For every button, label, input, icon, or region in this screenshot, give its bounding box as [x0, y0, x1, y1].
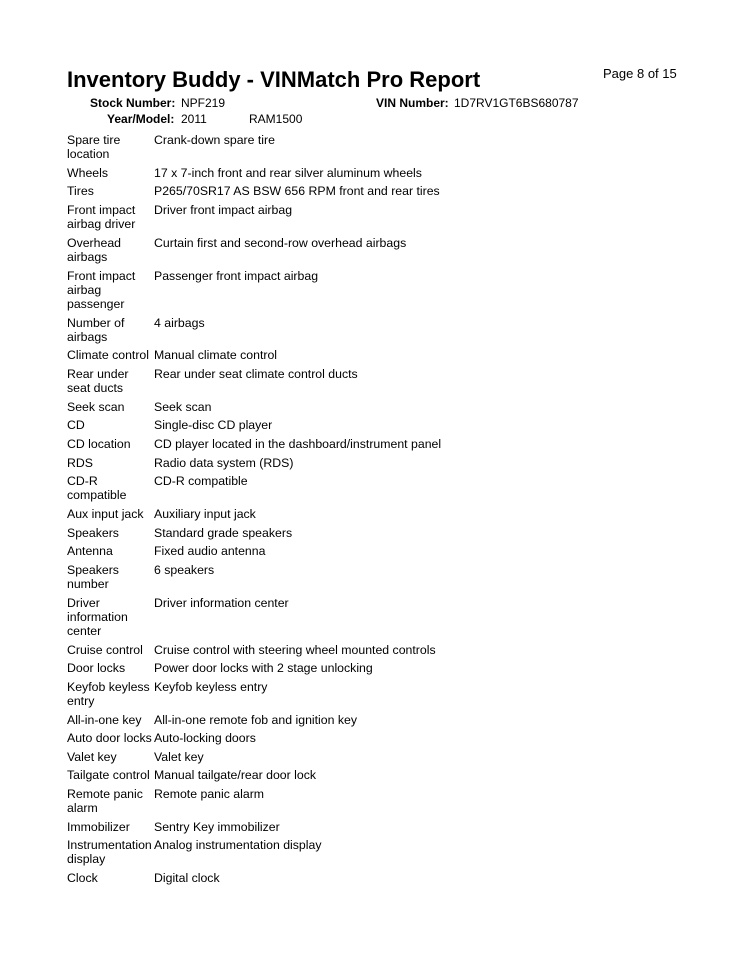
- spec-row: [67, 505, 587, 524]
- spec-row: [67, 314, 587, 347]
- spec-label: Wheels: [67, 165, 109, 180]
- spec-value: Auto-locking doors: [154, 731, 256, 746]
- stock-number-label: Stock Number:: [90, 96, 176, 110]
- spec-row: [67, 365, 587, 398]
- spec-label: Antenna: [67, 544, 113, 559]
- spec-value: Valet key: [154, 749, 204, 764]
- spec-row: [67, 836, 587, 869]
- spec-row: [67, 131, 587, 164]
- spec-row: [67, 435, 587, 454]
- spec-label: All-in-one key: [67, 712, 142, 727]
- spec-value: Single-disc CD player: [154, 418, 273, 433]
- spec-label: CD-R compatible: [67, 474, 127, 503]
- spec-label: Number of airbags: [67, 315, 125, 344]
- spec-label: Valet key: [67, 749, 117, 764]
- spec-label: Front impact airbag passenger: [67, 268, 136, 311]
- spec-label: Auto door locks: [67, 731, 152, 746]
- spec-row: [67, 561, 587, 594]
- spec-label: Aux input jack: [67, 506, 144, 521]
- spec-value: Driver front impact airbag: [154, 202, 293, 217]
- spec-value: Crank-down spare tire: [154, 133, 275, 147]
- spec-value: Manual tailgate/rear door lock: [154, 768, 316, 783]
- spec-label: Immobilizer: [67, 819, 130, 834]
- spec-value: CD-R compatible: [154, 474, 248, 489]
- spec-row: [67, 201, 587, 234]
- spec-value: Remote panic alarm: [154, 786, 265, 801]
- spec-value: Auxiliary input jack: [154, 506, 256, 521]
- spec-label: Rear under seat ducts: [67, 366, 129, 396]
- spec-label: Keyfob keyless entry: [67, 679, 150, 708]
- spec-row: [67, 641, 587, 660]
- spec-value: Rear under seat climate control ducts: [154, 366, 358, 381]
- spec-row: [67, 472, 587, 505]
- spec-row: [67, 766, 587, 785]
- spec-row: [67, 594, 587, 641]
- year-value: 2011: [181, 112, 207, 126]
- spec-row: [67, 869, 587, 888]
- spec-value: P265/70SR17 AS BSW 656 RPM front and rear tires: [154, 184, 440, 199]
- spec-row: [67, 164, 587, 183]
- spec-value: 6 speakers: [154, 562, 215, 577]
- spec-row: [67, 234, 587, 267]
- spec-value: Power door locks with 2 stage unlocking: [154, 661, 373, 676]
- spec-label: Cruise control: [67, 642, 143, 657]
- spec-label: Spare tire location: [67, 133, 121, 162]
- spec-value: Driver information center: [154, 595, 289, 610]
- spec-value: Curtain first and second-row overhead airbags: [154, 235, 407, 250]
- spec-row: [67, 818, 587, 837]
- spec-label: RDS: [67, 455, 93, 470]
- report-title: Inventory Buddy - VINMatch Pro Report: [67, 67, 481, 92]
- page-number: Page 8 of 15: [603, 66, 677, 81]
- spec-label: Instrumentation display: [67, 838, 152, 867]
- year-model-label: Year/Model:: [107, 112, 175, 126]
- spec-label: Overhead airbags: [67, 235, 122, 264]
- spec-label: Tires: [67, 184, 94, 199]
- spec-label: Remote panic alarm: [67, 786, 143, 816]
- spec-value: Radio data system (RDS): [154, 455, 294, 470]
- spec-value: CD player located in the dashboard/instrument panel: [154, 436, 442, 451]
- spec-label: CD location: [67, 436, 131, 451]
- spec-row: [67, 542, 587, 561]
- spec-value: Keyfob keyless entry: [154, 679, 268, 694]
- spec-row: [67, 678, 587, 711]
- spec-value: Analog instrumentation display: [154, 838, 322, 853]
- spec-value: Manual climate control: [154, 348, 278, 363]
- spec-label: Climate control: [67, 348, 150, 363]
- spec-row: [67, 711, 587, 730]
- spec-label: Tailgate control: [67, 768, 150, 783]
- spec-label: CD: [67, 418, 85, 433]
- spec-value: 4 airbags: [154, 315, 205, 330]
- spec-value: All-in-one remote fob and ignition key: [154, 712, 358, 727]
- spec-value: Standard grade speakers: [154, 525, 293, 540]
- spec-row: [67, 524, 587, 543]
- spec-value: Fixed audio antenna: [154, 544, 266, 559]
- spec-label: Driver information center: [67, 595, 128, 638]
- spec-value: Seek scan: [154, 399, 212, 414]
- stock-number-value: NPF219: [181, 96, 226, 110]
- vin-value: 1D7RV1GT6BS680787: [454, 96, 579, 110]
- spec-value: Sentry Key immobilizer: [154, 819, 280, 834]
- spec-row: [67, 729, 587, 748]
- spec-row: [67, 454, 587, 473]
- spec-label: Speakers number: [67, 562, 119, 591]
- spec-row: [67, 346, 587, 365]
- spec-table: [67, 131, 587, 888]
- spec-row: [67, 785, 587, 818]
- spec-label: Seek scan: [67, 399, 125, 414]
- spec-row: [67, 182, 587, 201]
- spec-value: Passenger front impact airbag: [154, 268, 319, 283]
- model-value: RAM1500: [249, 112, 303, 126]
- spec-label: Door locks: [67, 661, 126, 676]
- spec-row: [67, 398, 587, 417]
- spec-value: Digital clock: [154, 871, 220, 886]
- spec-row: [67, 416, 587, 435]
- spec-row: [67, 267, 587, 314]
- spec-label: Clock: [67, 871, 98, 886]
- vin-label: VIN Number:: [376, 96, 449, 110]
- spec-value: Cruise control with steering wheel mounted controls: [154, 642, 436, 657]
- spec-value: 17 x 7-inch front and rear silver aluminum wheels: [154, 165, 422, 180]
- spec-label: Speakers: [67, 525, 119, 540]
- spec-row: [67, 748, 587, 767]
- spec-row: [67, 659, 587, 678]
- spec-label: Front impact airbag driver: [67, 202, 136, 232]
